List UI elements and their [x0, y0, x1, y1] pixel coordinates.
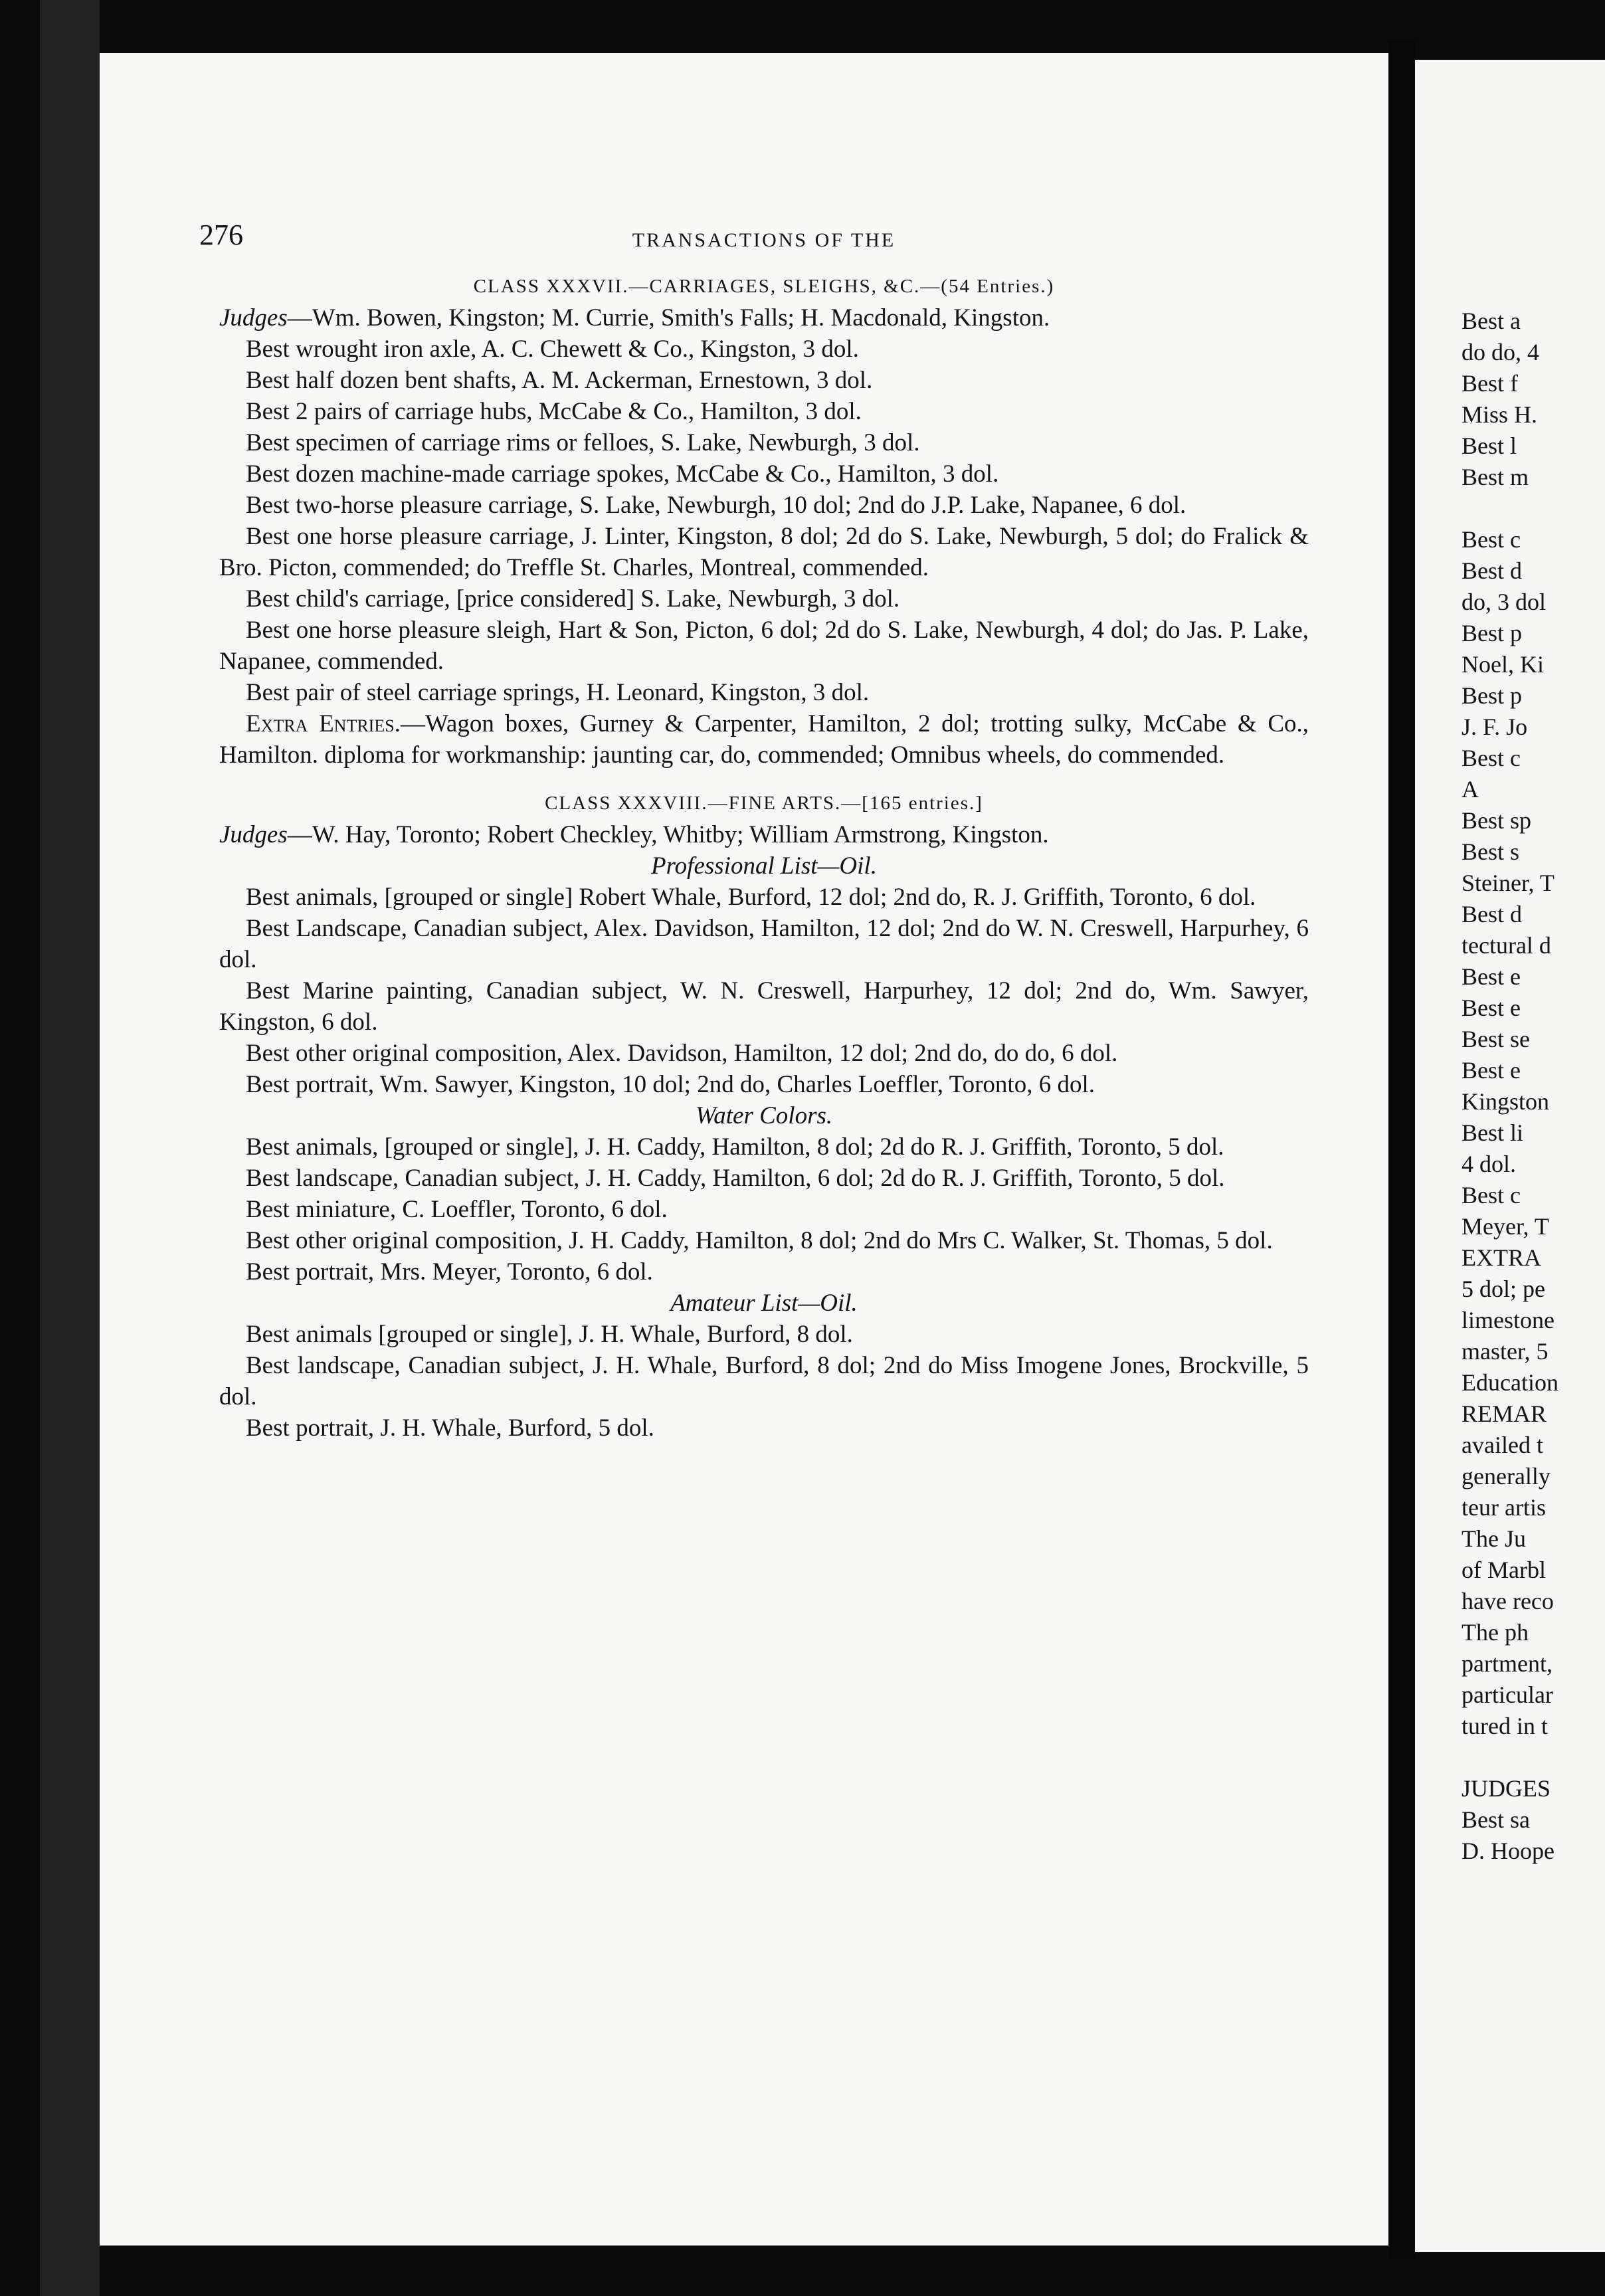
- right-page-line: Best li: [1462, 1119, 1524, 1146]
- right-page-line: tured in t: [1462, 1713, 1548, 1739]
- extra-label: Extra Entries.: [246, 710, 401, 737]
- award-entry: Best portrait, J. H. Whale, Burford, 5 dol.: [246, 1414, 654, 1442]
- award-entry: Best animals, [grouped or single] Robert Whale, Burford, 12 dol; 2nd do, R. J. Griffith, Toronto, 6 dol.: [246, 884, 1256, 911]
- award-entry: Best two-horse pleasure carriage, S. Lake, Newburgh, 10 dol; 2nd do J.P. Lake, Napanee, 6 dol.: [246, 492, 1186, 519]
- book-gutter: [1388, 40, 1415, 2259]
- class-37-entries: [219, 334, 1309, 708]
- section-title: Amateur List—Oil.: [670, 1290, 858, 1317]
- right-page-line: Best sa: [1462, 1806, 1530, 1833]
- right-page-line: 4 dol.: [1462, 1151, 1517, 1177]
- right-page-line: have reco: [1462, 1588, 1554, 1614]
- right-page-line: Best s: [1462, 838, 1520, 865]
- award-entry: Best wrought iron axle, A. C. Chewett & Co., Kingston, 3 dol.: [246, 335, 859, 363]
- right-page-line: Best c: [1462, 745, 1521, 771]
- right-page-line: availed t: [1462, 1432, 1543, 1458]
- class-38-judges: [219, 819, 1309, 850]
- right-page-line: Kingston: [1462, 1088, 1550, 1115]
- right-page-line: Best d: [1462, 557, 1523, 584]
- award-entry: Best landscape, Canadian subject, J. H. Whale, Burford, 8 dol; 2nd do Miss Imogene Jones, Brockville, 5 dol.: [219, 1352, 1309, 1410]
- right-page-line: The Ju: [1462, 1525, 1526, 1552]
- book-edge: [40, 0, 100, 2296]
- right-page-line: particular: [1462, 1681, 1553, 1708]
- award-entry: Best portrait, Mrs. Meyer, Toronto, 6 dol.: [246, 1258, 653, 1286]
- right-page-line: do do, 4: [1462, 339, 1539, 365]
- right-page-line: Noel, Ki: [1462, 651, 1544, 678]
- award-entry: Best 2 pairs of carriage hubs, McCabe & Co., Hamilton, 3 dol.: [246, 398, 862, 425]
- award-entry: Best miniature, C. Loeffler, Toronto, 6 dol.: [246, 1196, 668, 1223]
- right-page-line: master, 5: [1462, 1338, 1549, 1365]
- award-entry: Best animals, [grouped or single], J. H. Caddy, Hamilton, 8 dol; 2d do R. J. Griffith, Toronto, 5 dol.: [246, 1133, 1224, 1161]
- award-entry: Best animals [grouped or single], J. H. Whale, Burford, 8 dol.: [246, 1321, 853, 1348]
- right-page-line: Best d: [1462, 901, 1523, 927]
- judges-label: Judges: [219, 304, 288, 332]
- right-page-line: [1462, 1742, 1605, 1773]
- right-page-line: J. F. Jo: [1462, 714, 1528, 740]
- right-page-line: The ph: [1462, 1619, 1529, 1646]
- right-page-line: Education: [1462, 1369, 1558, 1396]
- right-page-line: do, 3 dol: [1462, 589, 1547, 615]
- right-page-line: A: [1462, 776, 1479, 803]
- judges-names: —Wm. Bowen, Kingston; M. Currie, Smith's Falls; H. Macdonald, Kingston.: [287, 304, 1050, 332]
- right-page-line: Best se: [1462, 1026, 1530, 1052]
- right-page-line: REMAR: [1462, 1400, 1547, 1427]
- right-page-line: Best p: [1462, 682, 1523, 709]
- award-entry: Best landscape, Canadian subject, J. H. Caddy, Hamilton, 6 dol; 2d do R. J. Griffith, Toronto, 5 dol.: [246, 1165, 1225, 1192]
- class-37-extra-entries: [219, 708, 1309, 771]
- right-page-line: [1462, 493, 1605, 524]
- left-page-text: [199, 219, 1309, 1444]
- right-page-line: Best sp: [1462, 807, 1532, 834]
- right-page-line: Meyer, T: [1462, 1213, 1549, 1240]
- award-entry: Best Marine painting, Canadian subject, W. N. Creswell, Harpurhey, 12 dol; 2nd do, Wm. Sawyer, Kingston, 6 dol.: [219, 977, 1309, 1036]
- award-entry: Best other original composition, Alex. Davidson, Hamilton, 12 dol; 2nd do, do do, 6 dol.: [246, 1040, 1118, 1067]
- right-page-line: Best e: [1462, 963, 1521, 990]
- right-page-line: Steiner, T: [1462, 870, 1555, 896]
- right-page-line: Best e: [1462, 1057, 1521, 1084]
- class-37-heading: CLASS XXXVII.—CARRIAGES, SLEIGHS, &C.—(54 Entries.): [473, 276, 1055, 297]
- class-38-sections: [219, 850, 1309, 1444]
- right-page-line: of Marbl: [1462, 1557, 1546, 1583]
- section-title: Water Colors.: [695, 1102, 833, 1129]
- award-entry: Best Landscape, Canadian subject, Alex. Davidson, Hamilton, 12 dol; 2nd do W. N. Creswell, Harpurhey, 6 dol.: [219, 915, 1309, 973]
- right-page-line: Best l: [1462, 432, 1517, 459]
- right-page-line: D. Hoope: [1462, 1838, 1555, 1864]
- right-page-line: 5 dol; pe: [1462, 1276, 1545, 1302]
- right-page-line: Miss H.: [1462, 401, 1538, 428]
- right-page-line: Best m: [1462, 464, 1529, 490]
- award-entry: Best half dozen bent shafts, A. M. Ackerman, Ernestown, 3 dol.: [246, 367, 873, 394]
- right-page-line: Best c: [1462, 526, 1521, 553]
- right-page-line: Best f: [1462, 370, 1518, 397]
- right-page-line: EXTRA: [1462, 1244, 1541, 1271]
- right-page-line: Best p: [1462, 620, 1523, 646]
- right-page-line: tectural d: [1462, 932, 1551, 959]
- extra-text: —Wagon boxes, Gurney & Carpenter, Hamilton, 2 dol; trotting sulky, McCabe & Co., Hamilton. diploma for workmanship: jaunting car, do, commended; Omnibus wheels, do commended.: [219, 710, 1309, 769]
- award-entry: Best specimen of carriage rims or felloes, S. Lake, Newburgh, 3 dol.: [246, 429, 920, 456]
- award-entry: Best dozen machine-made carriage spokes, McCabe & Co., Hamilton, 3 dol.: [246, 460, 999, 488]
- award-entry: Best pair of steel carriage springs, H. Leonard, Kingston, 3 dol.: [246, 679, 870, 706]
- award-entry: Best child's carriage, [price considered] S. Lake, Newburgh, 3 dol.: [246, 585, 900, 613]
- class-38-heading: CLASS XXXVIII.—FINE ARTS.—[165 entries.]: [545, 793, 983, 814]
- page-number: 276: [199, 219, 243, 251]
- award-entry: Best one horse pleasure sleigh, Hart & Son, Picton, 6 dol; 2d do S. Lake, Newburgh, 4 dol; do Jas. P. Lake, Napanee, commended.: [219, 617, 1309, 675]
- award-entry: Best other original composition, J. H. Caddy, Hamilton, 8 dol; 2nd do Mrs C. Walker, St. Thomas, 5 dol.: [246, 1227, 1273, 1254]
- judges-names: —W. Hay, Toronto; Robert Checkley, Whitby; William Armstrong, Kingston.: [287, 821, 1049, 848]
- right-page-line: Best c: [1462, 1182, 1521, 1208]
- right-page-line: JUDGES: [1462, 1775, 1551, 1802]
- judges-label: Judges: [219, 821, 288, 848]
- right-page-line: generally: [1462, 1463, 1551, 1489]
- page-header: [199, 219, 1309, 259]
- right-page-line: Best e: [1462, 995, 1521, 1021]
- right-page-line: partment,: [1462, 1650, 1553, 1677]
- award-entry: Best portrait, Wm. Sawyer, Kingston, 10 dol; 2nd do, Charles Loeffler, Toronto, 6 dol.: [246, 1071, 1095, 1098]
- class-37-judges: [219, 302, 1309, 334]
- right-page-text-fragments: [1462, 306, 1605, 1867]
- right-page-line: teur artis: [1462, 1494, 1546, 1521]
- right-page-line: limestone: [1462, 1307, 1555, 1333]
- running-title: TRANSACTIONS OF THE: [632, 229, 896, 251]
- right-page-line: Best a: [1462, 308, 1521, 334]
- award-entry: Best one horse pleasure carriage, J. Linter, Kingston, 8 dol; 2d do S. Lake, Newburgh, 5 dol; do Fralick & Bro. Picton, commended; do Treffle St. Charles, Montreal, commended.: [219, 523, 1309, 581]
- section-title: Professional List—Oil.: [651, 852, 877, 880]
